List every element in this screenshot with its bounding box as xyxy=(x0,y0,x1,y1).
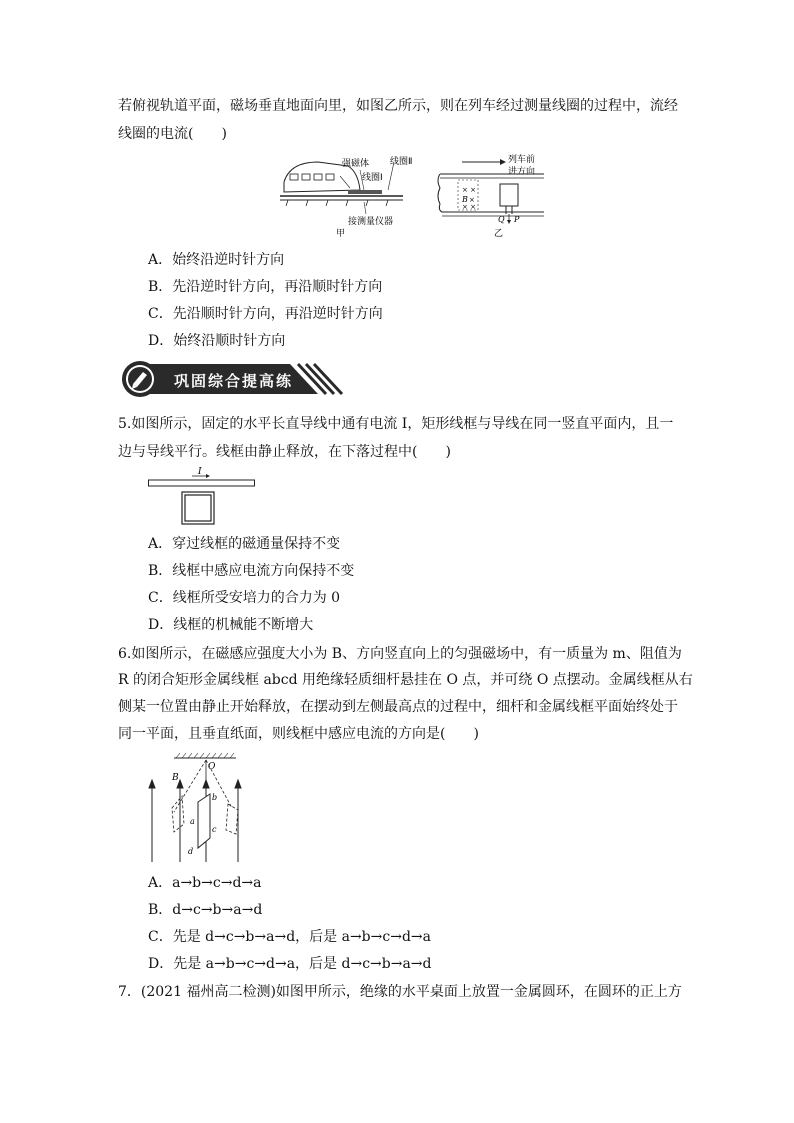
svg-text:× ×: × × xyxy=(462,203,476,211)
q6-text-line4: 同一平面，且垂直纸面，则线框中感应电流的方向是( ) xyxy=(118,726,479,742)
svg-text:×: × xyxy=(469,196,475,204)
q5-option-b[interactable]: B．线框中感应电流方向保持不变 xyxy=(148,563,355,579)
svg-text:× ×: × × xyxy=(462,186,476,194)
q6-text-line1: 6.如图所示，在磁感应强度大小为 B、方向竖直向上的匀强磁场中，有一质量为 m、阻值为 xyxy=(118,646,682,662)
q5-label-I: I xyxy=(198,467,202,477)
q4-figure-yi xyxy=(432,152,562,240)
q4-label-direction2: 进方向 xyxy=(508,167,536,177)
q5-option-a[interactable]: A．穿过线框的磁通量保持不变 xyxy=(148,536,341,552)
q4-figure-jia xyxy=(278,152,413,240)
q6-label-B: B xyxy=(172,773,179,783)
q6-text-line3: 侧某一位置由静止开始释放，在摆动到左侧最高点的过程中，细杆和金属线框平面始终处于 xyxy=(118,699,678,715)
q5-option-d[interactable]: D．线框的机械能不断增大 xyxy=(148,617,314,633)
q6-option-d[interactable]: D．先是 a→b→c→d→a，后是 d→c→b→a→d xyxy=(148,956,432,972)
q5-option-c[interactable]: C．线框所受安培力的合力为 0 xyxy=(148,590,341,606)
q4-text-line1: 若俯视轨道平面，磁场垂直地面向里，如图乙所示，则在列车经过测量线圈的过程中，流经 xyxy=(118,98,678,114)
q4-label-yi: 乙 xyxy=(494,229,504,239)
q4-label-magnet: 强磁体 xyxy=(342,159,370,169)
q4-label-direction: 列车前 xyxy=(508,155,536,165)
q5-text-line2: 边与导线平行。线框由静止释放，在下落过程中( ) xyxy=(118,444,451,460)
q6-option-a[interactable]: A．a→b→c→d→a xyxy=(148,875,262,891)
q4-option-c[interactable]: C．先沿顺时针方向，再沿逆时针方向 xyxy=(148,306,383,322)
q6-figure xyxy=(144,752,254,866)
q5-text-line1: 5.如图所示，固定的水平长直导线中通有电流 I，矩形线框与导线在同一竖直平面内，且一 xyxy=(118,416,674,432)
q4-option-d[interactable]: D．始终沿顺时针方向 xyxy=(148,333,286,349)
q6-option-b[interactable]: B．d→c→b→a→d xyxy=(148,902,263,918)
q7-text-line1: 7．(2021 福州高二检测)如图甲所示，绝缘的水平桌面上放置一金属圆环，在圆环的正上方 xyxy=(118,984,682,1000)
q4-label-B: B xyxy=(462,195,468,204)
q6-label-c: c xyxy=(212,825,217,834)
q6-label-b: b xyxy=(212,793,218,802)
q6-option-c[interactable]: C．先是 d→c→b→a→d，后是 a→b→c→d→a xyxy=(148,929,431,945)
q4-label-Q: Q xyxy=(498,215,505,224)
q4-label-coil1: 线圈Ⅰ xyxy=(362,173,383,183)
q4-option-b[interactable]: B．先沿逆时针方向，再沿顺时针方向 xyxy=(148,279,383,295)
q6-label-a: a xyxy=(190,817,195,826)
q6-label-O: O xyxy=(208,762,216,772)
q4-label-P: P xyxy=(514,215,520,224)
q5-figure xyxy=(148,466,260,528)
q4-option-a[interactable]: A．始终沿逆时针方向 xyxy=(148,252,285,268)
q6-label-d: d xyxy=(188,847,194,856)
q4-label-coil2: 线圈Ⅱ xyxy=(390,157,413,167)
q4-label-meter: 接测量仪器 xyxy=(348,217,394,227)
q6-text-line2: R 的闭合矩形金属线框 abcd 用绝缘轻质细杆悬挂在 O 点，并可绕 O 点摆动。金属线框从右 xyxy=(118,672,693,688)
q4-text-line2: 线圈的电流( ) xyxy=(118,126,227,142)
banner-title: 巩固综合提高练 xyxy=(174,372,294,390)
section-banner xyxy=(120,360,345,398)
q4-label-jia: 甲 xyxy=(336,229,346,239)
